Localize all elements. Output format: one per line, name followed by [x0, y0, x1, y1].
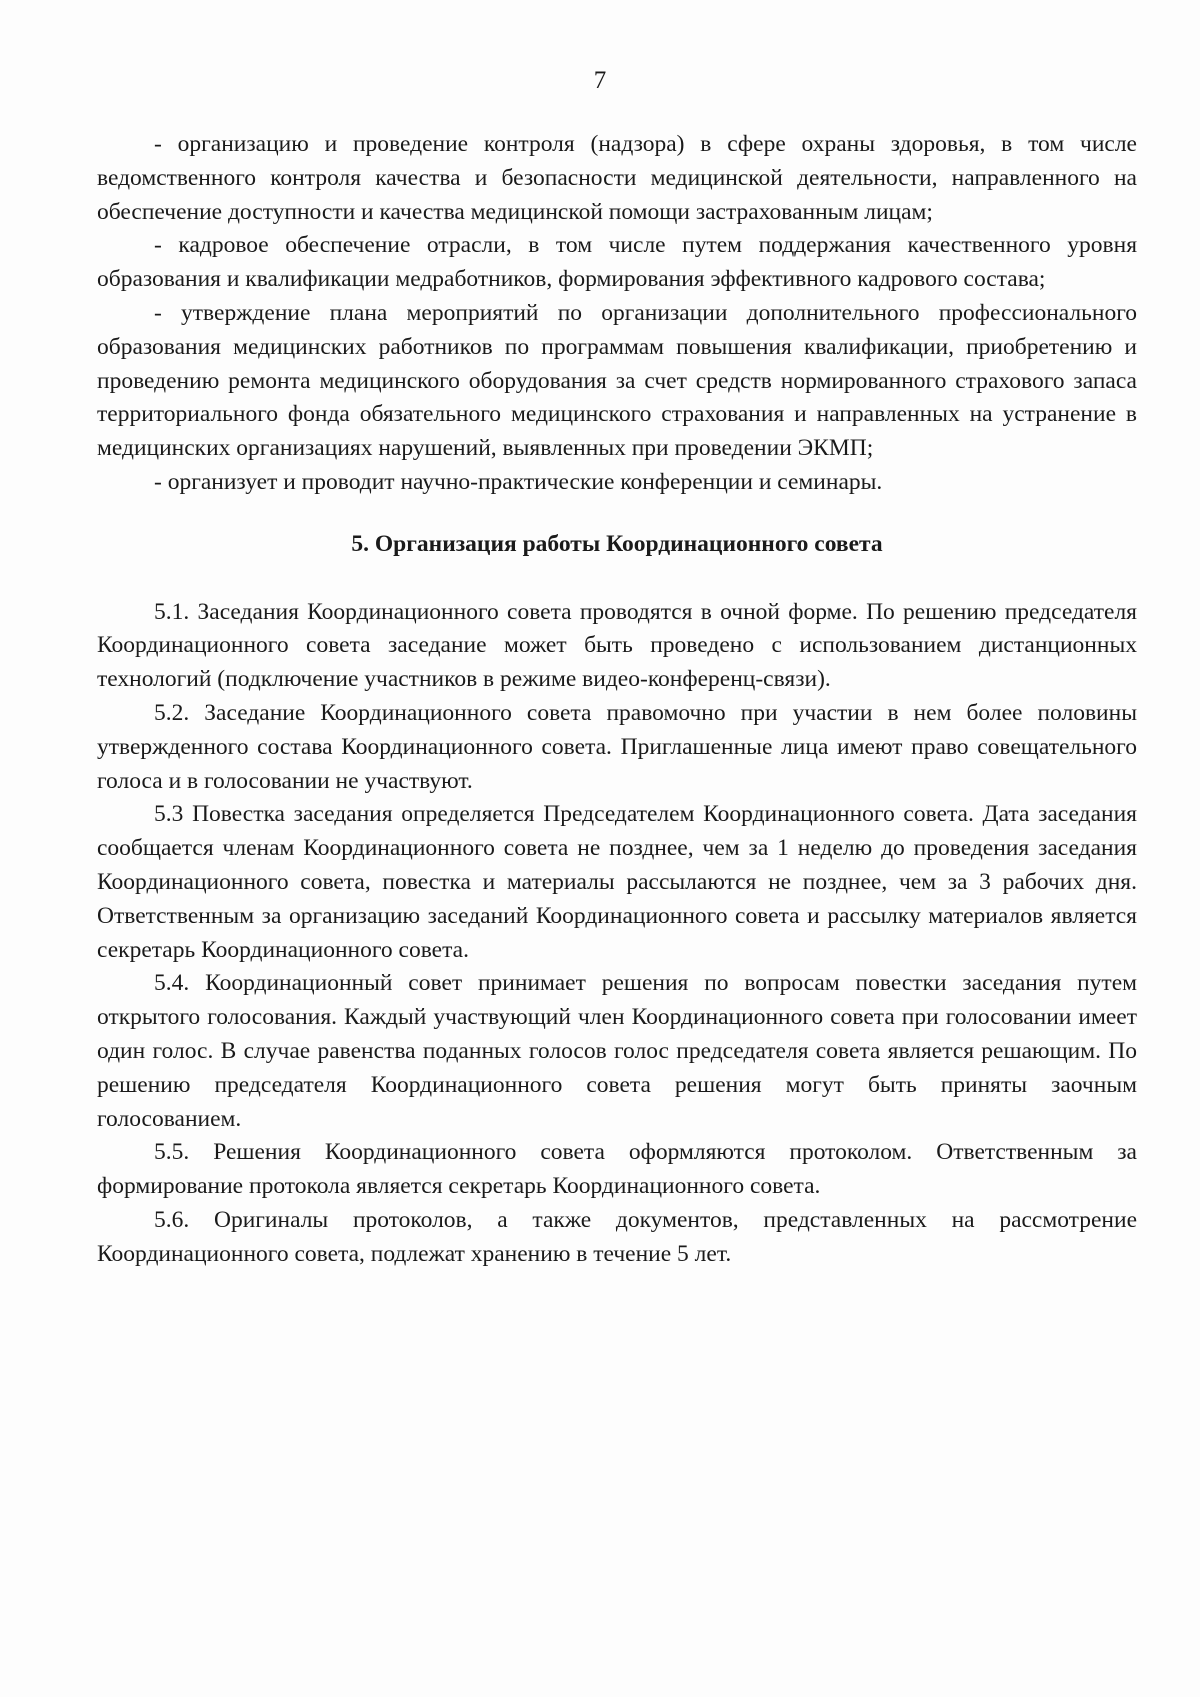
section-paragraph: 5.4. Координационный совет принимает решения по вопросам повестки заседания путем открытого голосования. Каждый участвующий член Координационного совета при голосовании имеет один голос. В случае равенства поданных голосов голос председателя совета является решающим. По решению председателя Координационного совета решения могут быть приняты заочным голосованием. — [97, 970, 1137, 1132]
section-paragraph: 5.2. Заседание Координационного совета правомочно при участии в нем более половины утвержденного состава Координационного совета. Приглашенные лица имеют право совещательного голоса и в голосовании не участвуют. — [97, 699, 1137, 794]
list-item: - организацию и проведение контроля (надзора) в сфере охраны здоровья, в том числе ведомственного контроля качества и безопасности медицинской деятельности, направленного на обеспечение доступности и качества медицинской помощи застрахованным лицам; — [97, 131, 1137, 225]
section-paragraph: 5.5. Решения Координационного совета оформляются протоколом. Ответственным за формирование протокола является секретарь Координационного совета. — [97, 1139, 1137, 1200]
section-paragraph: 5.3 Повестка заседания определяется Председателем Координационного совета. Дата заседания сообщается членам Координационного совета не позднее, чем за 1 неделю до проведения заседания Координационного совета, повестка и материалы рассылаются не позднее, чем за 3 рабочих дня. Ответственным за организацию заседаний Координационного совета и рассылку материалов является секретарь Координационного совета. — [97, 801, 1137, 963]
section-heading: 5. Организация работы Координационного совета — [351, 530, 883, 557]
section-paragraph: 5.6. Оригиналы протоколов, а также документов, представленных на рассмотрение Координационного совета, подлежат хранению в течение 5 лет. — [97, 1206, 1137, 1267]
section-paragraph: 5.1. Заседания Координационного совета проводятся в очной форме. По решению председателя Координационного совета заседание может быть проведено с использованием дистанционных технологий (подключение участников в режиме видео-конференц-связи). — [97, 598, 1137, 693]
list-item: - утверждение плана мероприятий по организации дополнительного профессионального образования медицинских работников по программам повышения квалификации, приобретению и проведению ремонта медицинского оборудования за счет средств нормированного страхового запаса территориального фонда обязательного медицинского страхования и направленных на устранение в медицинских организациях нарушений, выявленных при проведении ЭКМП; — [97, 299, 1137, 462]
list-item: - организует и проводит научно-практические конференции и семинары. — [154, 468, 883, 495]
document-body — [97, 128, 1137, 1272]
list-item: - кадровое обеспечение отрасли, в том числе путем поддержания качественного уровня образования и квалификации медработников, формирования эффективного кадрового состава; — [97, 232, 1137, 293]
page-number: 7 — [593, 67, 607, 94]
